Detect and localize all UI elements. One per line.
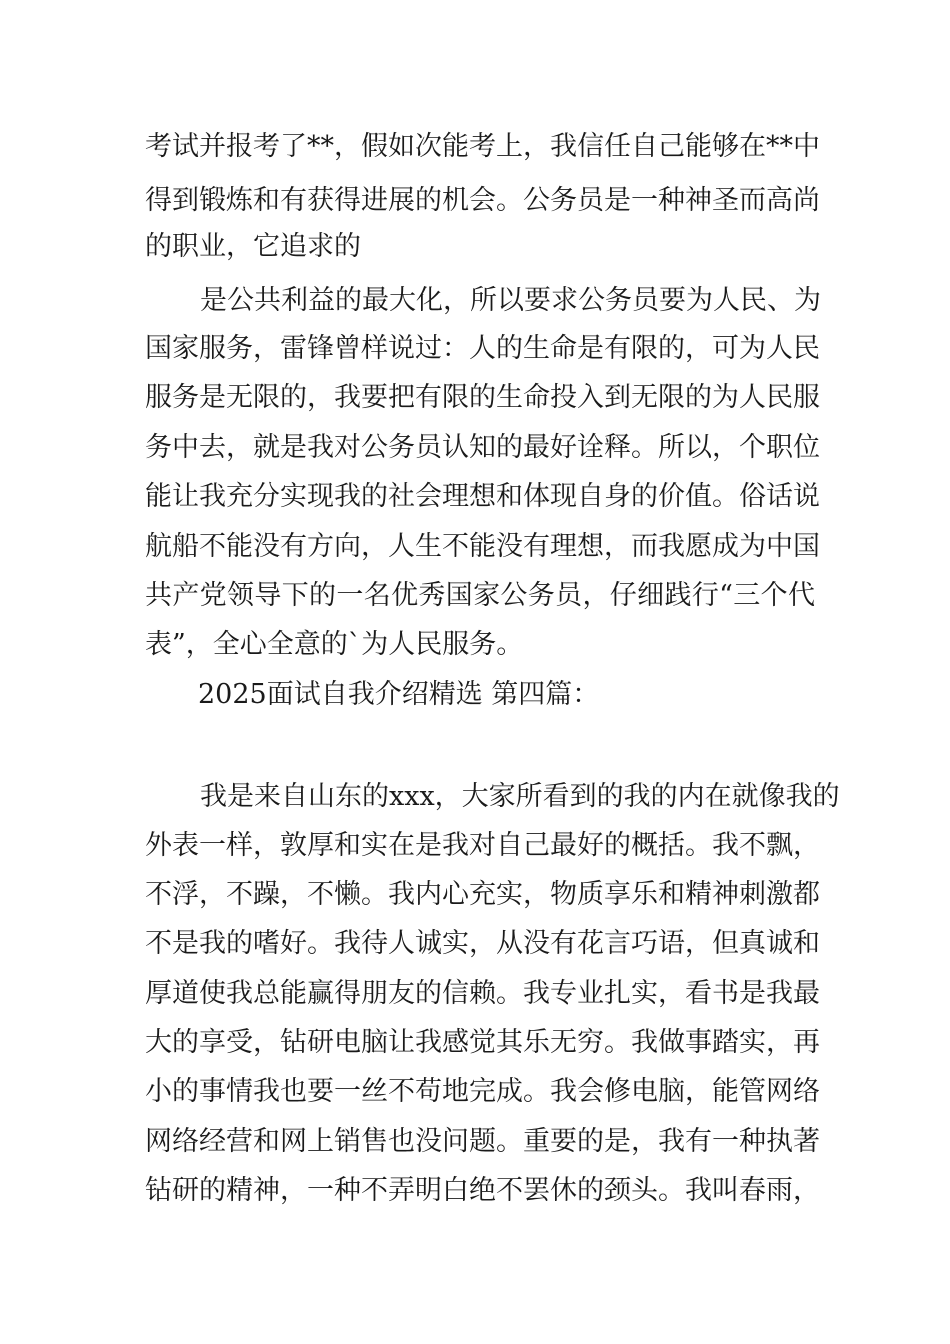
text-line: 不浮，不躁，不懒。我内心充实，物质享乐和精神刺激都 [145,879,820,910]
text-line: 大的享受，钻研电脑让我感觉其乐无穷。我做事踏实，再 [145,1027,820,1058]
text-line: 外表一样，敦厚和实在是我对自己最好的概括。我不飘， [145,830,820,861]
text-line: 不是我的嗜好。我待人诚实，从没有花言巧语，但真诚和 [145,928,820,959]
text-line: 得到锻炼和有获得进展的机会。公务员是一种神圣而高尚 [145,185,820,216]
text-line: 是公共利益的最大化，所以要求公务员要为人民、为 [200,285,821,316]
text-line: 钻研的精神，一种不弄明白绝不罢休的颈头。我叫春雨， [145,1175,820,1206]
text-line: 服务是无限的，我要把有限的生命投入到无限的为人民服 [145,382,820,413]
text-line: 能让我充分实现我的社会理想和体现自身的价值。俗话说 [145,481,820,512]
text-line: 我是来自山东的xxx，大家所看到的我的内在就像我的 [200,781,840,812]
text-line: 厚道使我总能赢得朋友的信赖。我专业扎实，看书是我最 [145,978,820,1009]
text-line: 的职业，它追求的 [145,231,361,262]
text-line: 国家服务，雷锋曾样说过：人的生命是有限的，可为人民 [145,333,820,364]
text-line: 小的事情我也要一丝不苟地完成。我会修电脑，能管网络 [145,1076,820,1107]
section-heading: 2025面试自我介绍精选 第四篇： [198,679,600,710]
text-line: 考试并报考了**，假如次能考上，我信任自己能够在**中 [145,131,820,162]
text-line: 表”，全心全意的`为人民服务。 [145,629,524,660]
text-line: 网络经营和网上销售也没问题。重要的是，我有一种执著 [145,1126,820,1157]
text-line: 共产党领导下的一名优秀国家公务员，仔细践行“三个代 [145,580,815,611]
text-line: 航船不能没有方向，人生不能没有理想，而我愿成为中国 [145,531,820,562]
text-line: 务中去，就是我对公务员认知的最好诠释。所以，个职位 [145,432,820,463]
